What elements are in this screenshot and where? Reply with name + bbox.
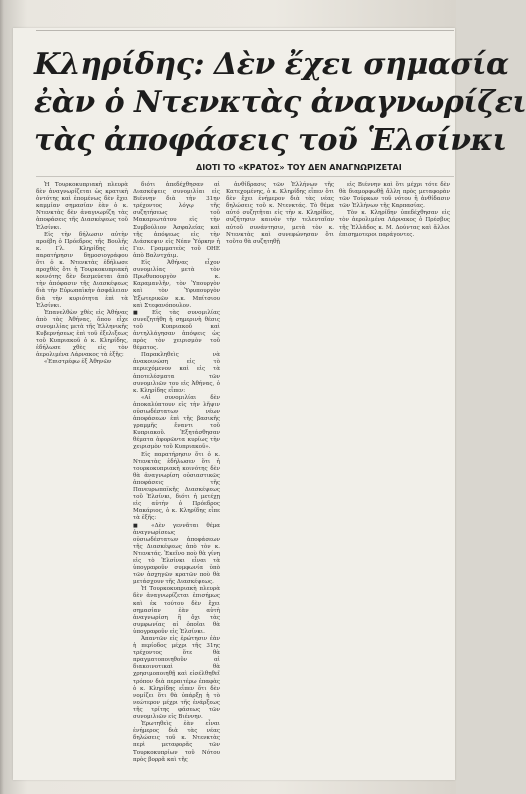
paragraph: Εἰς τὴν δήλωσιν αὐτὴν προέβη ὁ Πρόεδρος τῆς Βουλῆς κ. Γλ. Κληρίδης εἰς παρατήρησιν δημοσιογράφου ὅτι ὁ κ. Ντενκτὰς ἐδήλωσε προχθὲς ὅτι ἡ Τουρκοκυπριακὴ κοινότης δὲν δεσμεύεται ἀπὸ τὴν ἀπόφασιν τῆς Διασκέψεως διὰ τὴν Εὐρωπαϊκὴν ἀσφάλειαν διὰ τὴν κυριότητα ἐπὶ τὰ Ἑλσίνκι.: [36, 231, 128, 309]
subheadline: ΔΙΟΤΙ ΤΟ «ΚΡΑΤΟΣ» ΤΟΥ ΔΕΝ ΑΝΑΓΝΩΡΙΖΕΤΑΙ: [196, 163, 402, 172]
top-rule: [36, 30, 454, 31]
paragraph: ■ Εἰς τὰς συνομιλίας συνεζητήθη ἡ σημερινὴ θέσις τοῦ Κυπριακοῦ καὶ ἀντηλλάγησαν ἀπόψεις ὡς πρὸς τὸν χειρισμὸν τοῦ θέματος.: [133, 310, 220, 353]
paragraph: Παρακληθεὶς νὰ ἀνακοινώση εἰς τὸ περιεχόμενον καὶ εἰς τὰ ἀποτελέσματα τῶν συνομιλιῶν του εἰς Ἀθήνας, ὁ κ. Κληρίδης εἶπεν:: [133, 352, 220, 394]
paragraph: Ἡ Τουρκοκυπριακὴ πλευρὰ δὲν ἀναγνωρίζεται ὡς κρατικὴ ὀντότης καὶ ἑπομένως δὲν ἔχει καμμίαν σημασίαν ἐὰν ὁ κ. Ντενκτὰς δὲν ἀναγνωρίζη τὰς ἀποφάσεις τῆς Διασκέψεως τοῦ Ἑλσίνκι.: [36, 182, 128, 231]
section-rule: [36, 176, 454, 177]
headline-line-3: τὰς ἀποφάσεις τοῦ Ἑλσίνκι: [34, 123, 507, 158]
paragraph: «Αἱ συνομιλίαι δὲν ἀποκαλύπτουν εἰς τὴν λῆψιν οὐσιωδέστατων νέων ἀποφάσεων ἐπὶ τῆς βασικῆς γραμμῆς ἔναντι τοῦ Κυπριακοῦ. Ἐξητάσθησαν θέματα ἀφορῶντα κυρίως τὴν χειρισμὸν τοῦ Κυπριακοῦ».: [133, 394, 220, 451]
paragraph: Εἰς Ἀθήνας εἶχον συνομιλίας μετὰ τὸν Πρωθυπουργὸν κ. Καραμανλῆν, τὸν Ὑπουργὸν καὶ τὸν Ὑφυπουργὸν Ἐξωτερικῶν κ.κ. Μπίτσιου καὶ Στεφανόπουλον.: [133, 260, 220, 309]
paragraph: Τὸν κ. Κληρίδην ὑπεδέχθησαν εἰς τὸν ἀερολιμένα Λάρνακος ὁ Πρέσβυς τῆς Ἑλλάδος κ. Μ. Δούντας καὶ ἄλλοι ἐπισημοτεροι παράγοντες.: [339, 210, 450, 238]
paragraph: ἀνθίδρασις τῶν Ἑλλήνων τῆς Κατεχομένης, ὁ κ. Κληρίδης εἶπεν ὅτι δὲν ἔχει ἐνήμερον διὰ τὰς νέας δηλώσεις τοῦ κ. Ντενκτάς. Τὸ θέμα αὐτό συζητῆται εἰς τὴν κ. Κληρίδες, συζήτησιν καινὸν τὴν τελευταῖαν αὐτοῦ συνάντησιν, μετὰ τὸν κ. Ντενκτὰς καὶ συνεφώνησαν ὅτι τοῦτο θὰ συζητηθῇ: [226, 182, 334, 245]
headline-line-2: ἐὰν ὁ Ντενκτὰς ἀναγνωρίζει: [34, 85, 526, 120]
paragraph: διότι ἀπεδέχθησαν αἱ Διασκέψεις συνομιλίαι εἰς Βιέννην διὰ τὴν 31ην τρέχοντος λόγῳ τῆς συζητήσεως τοῦ Μακαριωτάτου εἰς τὴν Συμβούλιον Ἀσφαλείας καὶ τῆς ἀπόψεως εἰς τὴν Διάσκεψιν εἰς Νέαν Ὑόρκην ἡ Γεν. Γραμματεὺς τοῦ ΟΗΕ ἀπὸ Βαλντχάιμ.: [133, 182, 220, 259]
paper-edge: [0, 0, 4, 794]
article-column-1: [36, 182, 128, 366]
article-column-3: [226, 182, 334, 246]
paragraph: Ἐρωτηθεὶς ἐὰν εἶναι ἐνήμερος διὰ τὰς νέας δηλώσεις τοῦ κ. Ντενκτὰς περὶ μεταφορᾶς τῶν Τουρκοκυπρίων τοῦ Νότου πρὸς βορρᾶ καὶ τῆς: [133, 721, 220, 763]
paragraph: Ἀπαντῶν εἰς ἐρώτησιν ἐὰν ἡ περίοδος μέχρι τῆς 31ης τρέχοντος ὅτε θὰ πραγματοποιηθοῦν αἱ διακοινοτικαὶ θὰ χρησιμοποιηθῇ καὶ εἰσέλθηθεῖ τρόπον διὰ περαιτέρω ἐπαφὰς ὁ κ. Κληρίδης εἶπεν ὅτι δὲν νομίζει ὅτι θὰ ὑπάρξῃ ἡ τὸ νεώτερον μέχρι τῆς ἐνάρξεως τῆς τρίτης φάσεως τῶν συνομιλιῶν εἰς Βιέννην.: [133, 636, 220, 721]
article-column-4: [339, 182, 450, 239]
paragraph: Εἰς παρατήρησιν ὅτι ὁ κ. Ντενκτὰς ἐδήλωσεν ὅτι ἡ τουρκοκυπριακὴ κοινότης δὲν θὰ ἀναγνωρίση οὐσιαστικῶς ἀποφάσεις τῆς Πανευρωπαϊκῆς Διασκέψεως τοῦ Ἑλσίνκι, διότι ἡ μετέχῃ εἰς αὐτὴν ὁ Πρόεδρος Μακάριος, ὁ κ. Κληρίδης εἶπε τὰ ἑξῆς:: [133, 451, 220, 522]
headline: [34, 46, 526, 160]
paragraph: εἰς Βιέννην καὶ ὅτι μέχρι τότε δὲν θὰ διαμορφωθῇ ἄλλη πρὸς μεταφορὰν τῶν Τούρκων τοῦ νότου ἢ ἀνθίδασιν τῶν Ἑλλήνων τῆς Καρπασίας.: [339, 182, 450, 210]
headline-line-1: Κληρίδης: Δὲν ἔχει σημασία: [34, 47, 509, 82]
paragraph: «Ἐπιστρέφω ἐξ Ἀθηνῶν: [44, 359, 112, 366]
paragraph: Ἐπανελθὼν χθὲς εἰς Ἀθήνας ἀπὸ τὰς Ἀθήνας, ὅπου εἶχε συνομιλίας μετὰ τῆς Ἑλληνικῆς Κυβερνήσεως ἐπὶ τοῦ ἐξελιξεως τοῦ Κυπριακοῦ ὁ κ. Κληρίδης, ἐδήλωσε χθὲς εἰς τὸν ἀερολιμένα Λάρνακος τὰ ἑξῆς:: [36, 309, 128, 359]
paragraph: Ἡ Τουρκοκυπριακὴ πλευρὰ δὲν ἀναγνωρίζεται ἐπισήμως καὶ ἐκ τούτου δὲν ἔχει σημασίαν ἐὰν αὐτὴ ἀναγνωρίση ἢ ὄχι τὰς συμφωνίας αἱ ὁποῖαι θὰ ὑπογραφοῦν εἰς Ἑλσίνκι.: [133, 586, 220, 635]
article-column-2: [133, 182, 220, 764]
paragraph: ■ «Δὲν γεννᾶται θέμα ἀναγνωρίσεως οὐσιωδέστατων ἀποφάσεων τῆς Διασκέψεως ἀπὸ τὸν κ. Ντενκτάς. Ἐκεῖνο ποὺ θὰ γίνη εἰς τὸ Ἑλσίνκι εἶναι τὰ ὑπογραφοῦν συμφωνία ὑπὸ τῶν ἀσχηγῶν κρατῶν ποὺ θὰ μετάσχουν τῆς Διασκέψεως.: [133, 523, 220, 587]
